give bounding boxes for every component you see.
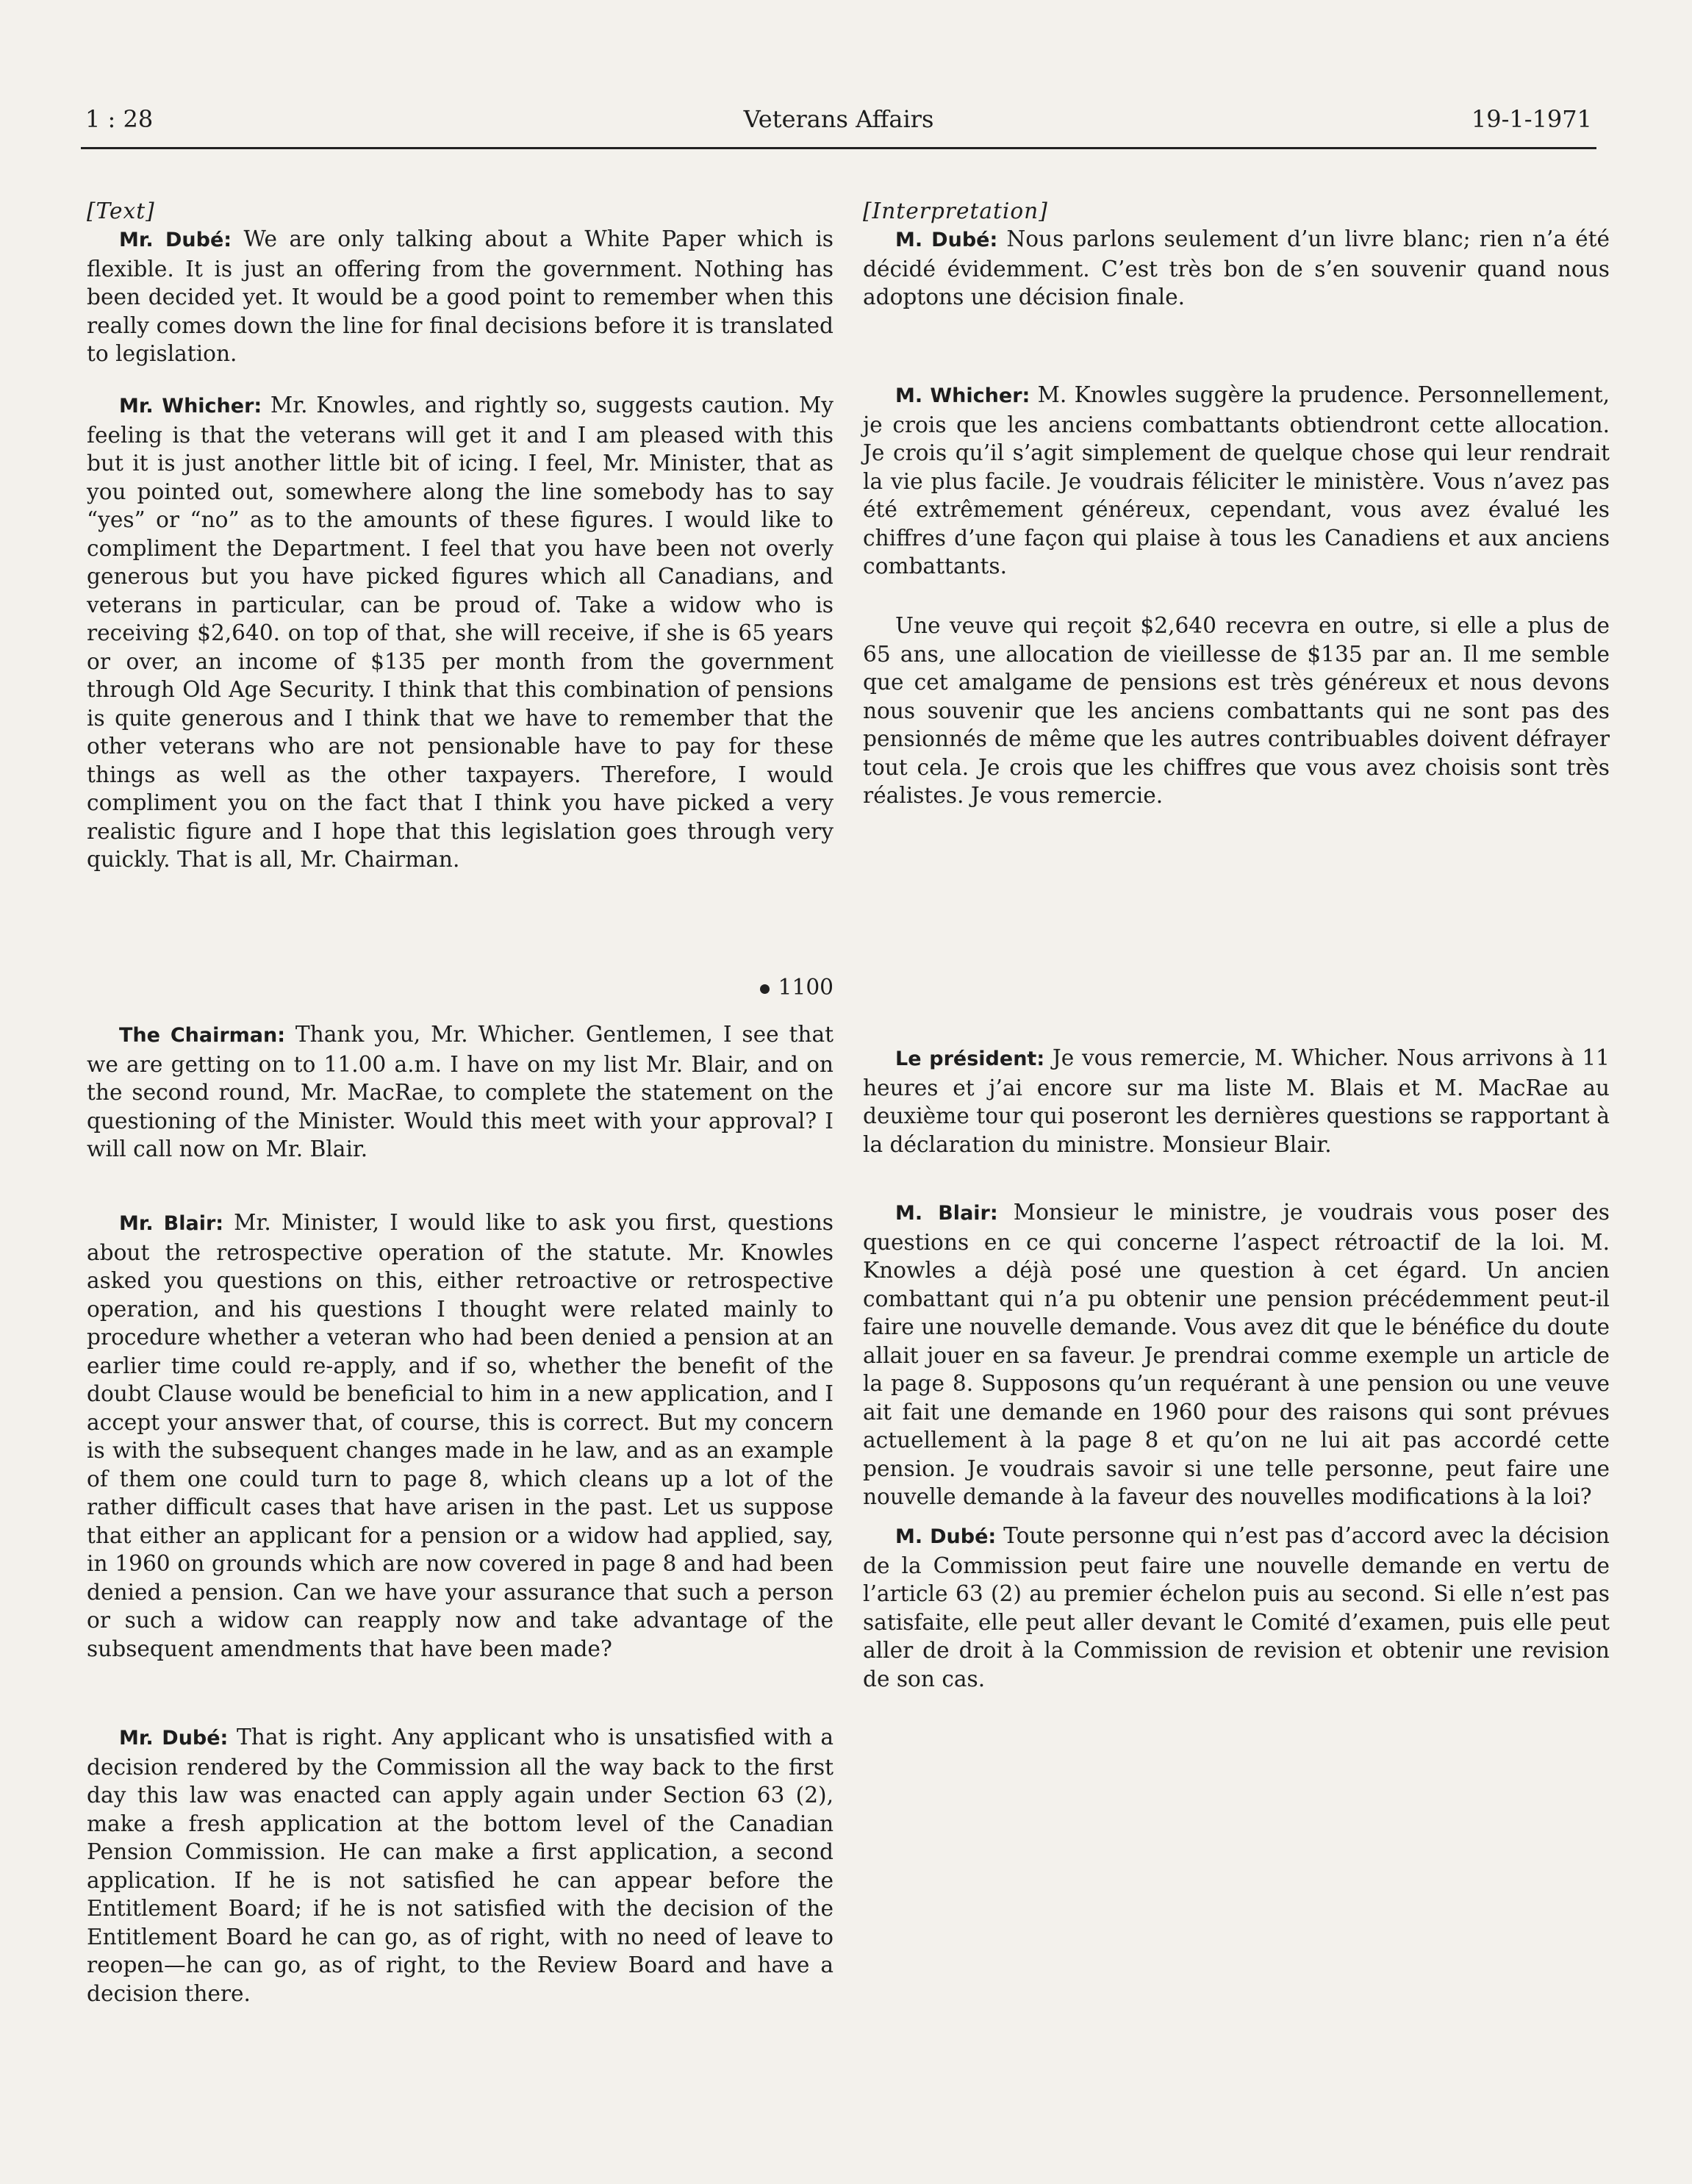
paragraph-dube-1-fr — [863, 225, 1610, 312]
running-title: Veterans Affairs — [743, 105, 934, 133]
speaker-name: Le président: — [895, 1048, 1045, 1070]
paragraph-whicher-fr-2 — [863, 612, 1610, 810]
speaker-name: Mr. Dubé: — [119, 229, 232, 251]
speaker-name: The Chairman: — [119, 1024, 286, 1047]
paragraph-whicher — [87, 391, 834, 874]
paragraph-dube-1 — [87, 225, 834, 368]
speech-text: We are only talking about a White Paper which is flexible. It is just an offering from the government. Nothing has been decided yet. It would be a good point to remember when this really comes down the line for final decisions before it is translated to legislation. — [87, 226, 834, 366]
speech-text: Une veuve qui reçoit $2,640 recevra en outre, si elle a plus de 65 ans, une allocation de vieillesse de $135 par an. Il me semble que cet amalgame de pensions est très généreux et nous devons nous souvenir que les anciens combattants qui ne sont pas des pensionnés de même que les autres contribuables doivent défrayer tout cela. Je crois que les chiffres que vous avez choisis sont très réalistes. Je vous remercie. — [863, 613, 1610, 808]
time-marker-text: 1100 — [778, 975, 834, 1000]
speaker-name: M. Dubé: — [895, 1525, 997, 1548]
speaker-name: M. Whicher: — [895, 384, 1030, 407]
interpretation-tag: [Interpretation] — [863, 198, 1048, 223]
bullet-icon — [760, 984, 770, 994]
speech-text: Je vous remercie, M. Whicher. Nous arrivons à 11 heures et j’ai encore sur ma liste M. Blais et M. MacRae au deuxième tour qui poseront les dernières questions se rapportant à la déclaration du ministre. Monsieur Blair. — [863, 1045, 1610, 1157]
header-date: 19-1-1971 — [1471, 105, 1592, 133]
speech-text: Mr. Minister, I would like to ask you first, questions about the retrospective operation of the statute. Mr. Knowles asked you questions on this, either retroactive or retrospective operation, and his questions I thought were related mainly to procedure whether a veteran who had been denied a pension at an earlier time could re-apply, and if so, whether the benefit of the doubt Clause would be beneficial to him in a new application, and I accept your answer that, of course, this is correct. But my concern is with the subsequent changes made in he law, and as an example of them one could turn to page 8, which cleans up a lot of the rather difficult cases that have arisen in the past. Let us suppose that either an applicant for a pension or a widow had applied, say, in 1960 on grounds which are now covered in page 8 and had been denied a pension. Can we have your assurance that such a person or such a widow can reapply now and take advantage of the subsequent amendments that have been made? — [87, 1210, 834, 1661]
speech-text: Mr. Knowles, and rightly so, suggests caution. My feeling is that the veterans will get it and I am pleased with this but it is just another little bit of icing. I feel, Mr. Minister, that as you pointed out, somewhere along the line somebody has to say “yes” or “no” as to the amounts of these figures. I would like to compliment the Department. I feel that you have been not overly generous but you have picked figures which all Canadians, and veterans in particular, can be proud of. Take a widow who is receiving $2,640. on top of that, she will receive, if she is 65 years or over, an income of $135 per month from the government through Old Age Security. I think that this combination of pensions is quite generous and I think that we have to remember that the other veterans who are not pensionable have to pay for these things as well as the other taxpayers. Therefore, I would compliment you on the fact that I think you have picked a very realistic figure and I hope that this legislation goes through very quickly. That is all, Mr. Chairman. — [87, 393, 834, 872]
speaker-name: Mr. Whicher: — [119, 395, 262, 418]
paragraph-blair-fr — [863, 1198, 1610, 1511]
speaker-name: M. Blair: — [895, 1202, 998, 1225]
page-header — [81, 103, 1596, 149]
paragraph-dube-2-fr — [863, 1522, 1610, 1693]
paragraph-blair — [87, 1209, 834, 1663]
time-marker — [687, 973, 834, 1002]
page-number: 1 : 28 — [85, 105, 154, 133]
speech-text: That is right. Any applicant who is unsatisfied with a decision rendered by the Commission all the way back to the first day this law was enacted can apply again under Section 63 (2), make a fresh application at the bottom level of the Canadian Pension Commission. He can make a first application, a second application. If he is not satisfied he can appear before the Entitlement Board; if he is not satisfied with the decision of the Entitlement Board he can go, as of right, with no need of leave to reopen—he can go, as of right, to the Review Board and have a decision there. — [87, 1725, 834, 2006]
speech-text: Nous parlons seulement d’un livre blanc; rien n’a été décidé évidemment. C’est très bon de s’en souvenir quand nous adoptons une décision finale. — [863, 226, 1610, 309]
paragraph-president-fr — [863, 1044, 1610, 1159]
speaker-name: M. Dubé: — [895, 229, 998, 251]
speech-text: Toute personne qui n’est pas d’accord avec la décision de la Commission peut faire une nouvelle demande en vertu de l’article 63 (2) au premier échelon puis au second. Si elle n’est pas satisfaite, elle peut aller devant le Comité d’examen, puis elle peut aller de droit à la Commission de revision et obtenir une revision de son cas. — [863, 1523, 1610, 1691]
paragraph-whicher-fr — [863, 381, 1610, 581]
paragraph-chairman — [87, 1020, 834, 1164]
speaker-name: Mr. Blair: — [119, 1212, 224, 1235]
text-tag: [Text] — [87, 198, 155, 223]
speech-text: Thank you, Mr. Whicher. Gentlemen, I see that we are getting on to 11.00 a.m. I have on my list Mr. Blair, and on the second round, Mr. MacRae, to complete the statement on the questioning of the Minister. Would this meet with your approval? I will call now on Mr. Blair. — [87, 1022, 834, 1161]
speech-text: Monsieur le ministre, je voudrais vous poser des questions en ce qui concerne l’aspect rétroactif de la loi. M. Knowles a déjà posé une question à cet égard. Un ancien combattant qui n’a pu obtenir une pension précédemment peut-il faire une nouvelle demande. Vous avez dit que le bénéfice du doute allait jouer en sa faveur. Je prendrai comme exemple un article de la page 8. Supposons qu’un requérant à une pension ou une veuve ait fait une demande en 1960 pour des raisons qui sont prévues actuellement à la page 8 et qu’on ne lui ait pas accordé cette pension. Je voudrais savoir si une telle personne, peut faire une nouvelle demande à la faveur des nouvelles modifications à la loi? — [863, 1200, 1610, 1509]
paragraph-dube-2 — [87, 1723, 834, 2008]
speech-text: M. Knowles suggère la prudence. Personnellement, je crois que les anciens combattants obtiendront cette allocation. Je crois qu’il s’agit simplement de quelque chose qui leur rendrait la vie plus facile. Je voudrais féliciter le ministère. Vous n’avez pas été extrêmement généreux, cependant, vous avez évalué les chiffres d’une façon qui plaise à tous les Canadiens et aux anciens combattants. — [863, 382, 1610, 579]
speaker-name: Mr. Dubé: — [119, 1727, 229, 1750]
